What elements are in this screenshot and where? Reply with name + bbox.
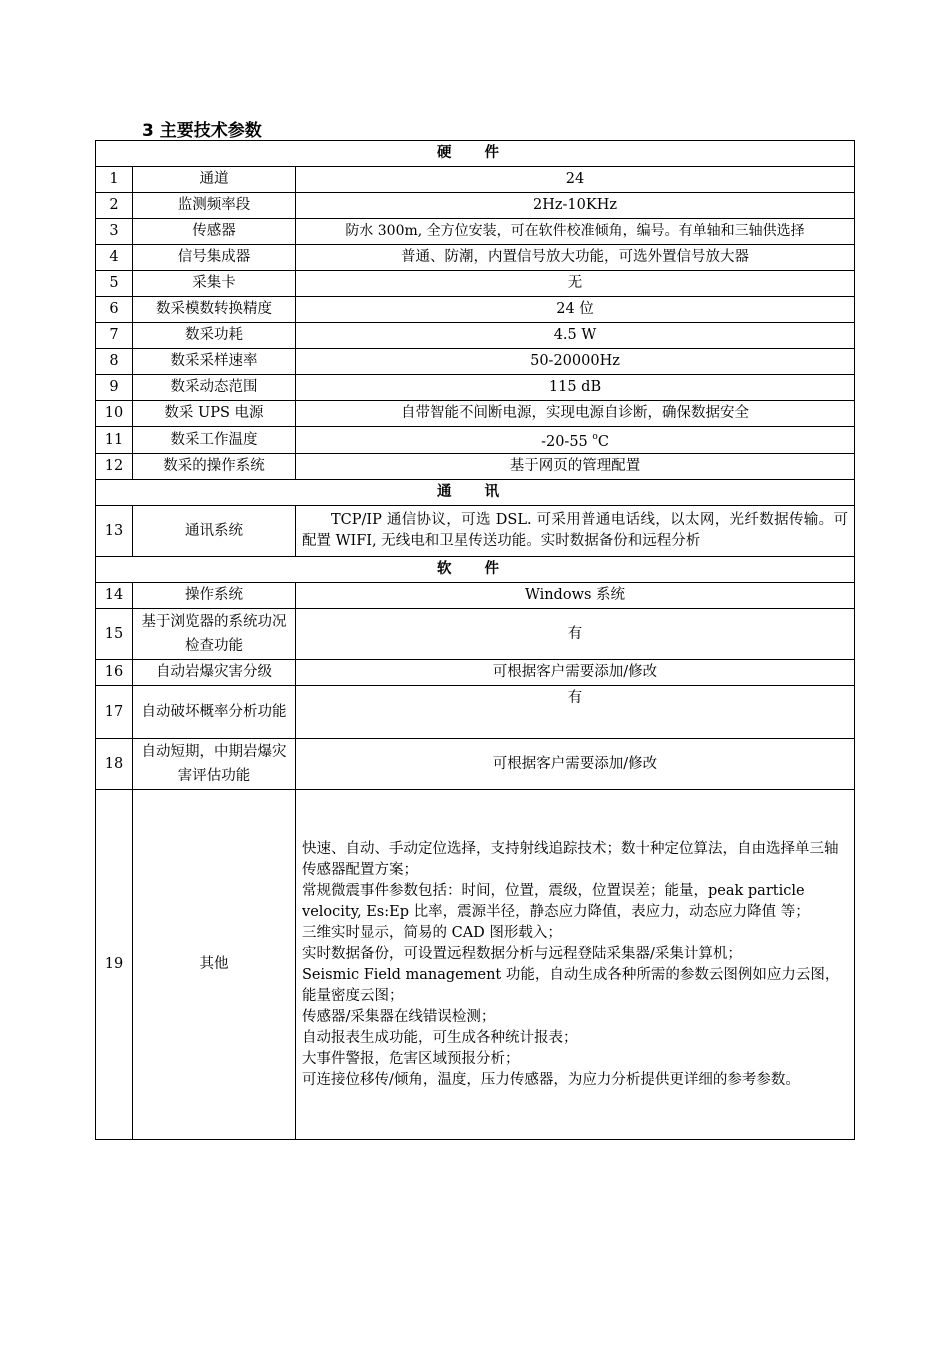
param-value: 24 — [296, 167, 855, 193]
param-name: 信号集成器 — [133, 245, 296, 271]
row-number: 3 — [96, 219, 133, 245]
row-number: 19 — [96, 790, 133, 1140]
table-row — [96, 401, 855, 427]
row-number: 8 — [96, 349, 133, 375]
table-row — [96, 739, 855, 790]
param-name: 数采工作温度 — [133, 427, 296, 454]
table-row — [96, 375, 855, 401]
table-row — [96, 660, 855, 686]
param-value: 防水 300m, 全方位安装，可在软件校准倾角，编号。有单轴和三轴供选择 — [296, 219, 855, 245]
param-value: 4.5 W — [296, 323, 855, 349]
param-name: 采集卡 — [133, 271, 296, 297]
degree-sign: o — [592, 432, 598, 442]
section-title-hardware: 硬 件 — [96, 141, 855, 167]
section-row-hardware — [96, 141, 855, 167]
param-name: 通讯系统 — [133, 506, 296, 557]
temperature-unit: C — [597, 434, 609, 450]
table-row — [96, 193, 855, 219]
param-value: 有 — [296, 609, 855, 660]
row-number: 10 — [96, 401, 133, 427]
table-row — [96, 583, 855, 609]
param-name: 传感器 — [133, 219, 296, 245]
param-name: 数采模数转换精度 — [133, 297, 296, 323]
list-item: 三维实时显示，简易的 CAD 图形载入； — [302, 924, 562, 941]
row-number: 15 — [96, 609, 133, 660]
param-name: 自动破坏概率分析功能 — [133, 686, 296, 739]
list-item: 传感器/采集器在线错误检测； — [302, 1008, 496, 1025]
param-name: 自动岩爆灾害分级 — [133, 660, 296, 686]
param-value: 基于网页的管理配置 — [296, 454, 855, 480]
param-value: 可根据客户需要添加/修改 — [296, 660, 855, 686]
section-title-software: 软 件 — [96, 557, 855, 583]
section-row-comm — [96, 480, 855, 506]
param-value: 可根据客户需要添加/修改 — [296, 739, 855, 790]
row-number: 5 — [96, 271, 133, 297]
table-row — [96, 349, 855, 375]
param-value: 24 位 — [296, 297, 855, 323]
table-row — [96, 167, 855, 193]
param-value: 50-20000Hz — [296, 349, 855, 375]
param-value: 无 — [296, 271, 855, 297]
list-item: 快速、自动、手动定位选择，支持射线追踪技术；数十种定位算法，自由选择单三轴传感器配置方案； — [302, 840, 839, 878]
param-value: 普通、防潮，内置信号放大功能，可选外置信号放大器 — [296, 245, 855, 271]
table-row — [96, 506, 855, 557]
row-number: 12 — [96, 454, 133, 480]
list-item: 常规微震事件参数包括：时间，位置，震级，位置误差；能量，peak particle velocity, Es:Ep 比率，震源半径，静态应力降值，表应力，动态应力降值 等； — [302, 882, 810, 920]
table-row — [96, 609, 855, 660]
param-value: 2Hz-10KHz — [296, 193, 855, 219]
table-row — [96, 454, 855, 480]
table-row — [96, 245, 855, 271]
section-row-software — [96, 557, 855, 583]
param-value — [296, 427, 855, 454]
row-number: 18 — [96, 739, 133, 790]
row-number: 6 — [96, 297, 133, 323]
param-name: 监测频率段 — [133, 193, 296, 219]
param-name: 基于浏览器的系统功况检查功能 — [133, 609, 296, 660]
section-heading: 3 主要技术参数 — [142, 121, 262, 141]
param-name: 数采采样速率 — [133, 349, 296, 375]
list-item: 大事件警报，危害区域预报分析； — [302, 1050, 520, 1067]
param-name: 数采的操作系统 — [133, 454, 296, 480]
param-name: 数采 UPS 电源 — [133, 401, 296, 427]
row-number: 2 — [96, 193, 133, 219]
param-value: Windows 系统 — [296, 583, 855, 609]
table-row — [96, 686, 855, 739]
list-item: 自动报表生成功能，可生成各种统计报表； — [302, 1029, 578, 1046]
param-name: 数采动态范围 — [133, 375, 296, 401]
row-number: 9 — [96, 375, 133, 401]
row-number: 17 — [96, 686, 133, 739]
temperature-range: -20-55 — [541, 434, 593, 450]
row-number: 11 — [96, 427, 133, 454]
row-number: 13 — [96, 506, 133, 557]
table-row — [96, 790, 855, 1140]
row-number: 1 — [96, 167, 133, 193]
param-name: 其他 — [133, 790, 296, 1140]
param-value: 自带智能不间断电源，实现电源自诊断，确保数据安全 — [296, 401, 855, 427]
row-number: 16 — [96, 660, 133, 686]
param-name: 数采功耗 — [133, 323, 296, 349]
table-row — [96, 297, 855, 323]
param-value: 有 — [296, 686, 855, 739]
list-item: Seismic Field management 功能，自动生成各种所需的参数云图例如应力云图，能量密度云图； — [302, 966, 840, 1004]
list-item: 可连接位移传/倾角，温度，压力传感器，为应力分析提供更详细的参考参数。 — [302, 1071, 800, 1088]
spec-table — [95, 140, 855, 1140]
row-number: 7 — [96, 323, 133, 349]
param-value-list — [296, 790, 855, 1140]
section-title-comm: 通 讯 — [96, 480, 855, 506]
param-value: TCP/IP 通信协议，可选 DSL. 可采用普通电话线，以太网，光纤数据传输。可配置 WIFI, 无线电和卫星传送功能。实时数据备份和远程分析 — [296, 506, 855, 557]
row-number: 4 — [96, 245, 133, 271]
table-row — [96, 271, 855, 297]
param-value: 115 dB — [296, 375, 855, 401]
table-row — [96, 427, 855, 454]
row-number: 14 — [96, 583, 133, 609]
param-name: 自动短期，中期岩爆灾害评估功能 — [133, 739, 296, 790]
param-name: 操作系统 — [133, 583, 296, 609]
table-row — [96, 323, 855, 349]
list-item: 实时数据备份，可设置远程数据分析与远程登陆采集器/采集计算机； — [302, 945, 742, 962]
table-row — [96, 219, 855, 245]
param-name: 通道 — [133, 167, 296, 193]
